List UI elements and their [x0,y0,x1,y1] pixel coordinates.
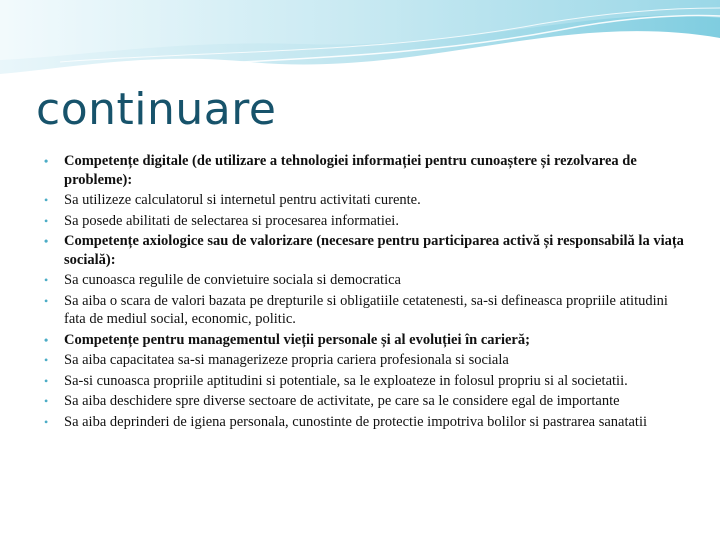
list-item [44,232,684,269]
bullet-icon: • [44,394,49,408]
list-item [44,152,684,189]
list-item-text: Sa utilizeze calculatorul si internetul pentru activitati curente. [64,192,421,208]
list-item-text: Sa cunoasca regulile de convietuire sociala si democratica [64,272,401,288]
decorative-wave-banner [0,0,720,80]
bullet-icon: • [44,414,49,429]
list-item [44,331,684,350]
list-item-text: Sa aiba capacitatea sa-si managerizeze propria cariera profesionala si sociala [64,352,509,368]
list-item [44,191,684,210]
list-item-text: Sa aiba deschidere spre diverse sectoare de activitate, pe care sa le considere egal de importante [64,393,620,409]
list-item-text: Competențe axiologice sau de valorizare (necesare pentru participarea activă și responsabilă la viața socială): [64,233,684,268]
list-item-text: Sa-si cunoasca propriile aptitudini si potentiale, sa le exploateze in folosul propriu si al societatii. [64,372,628,389]
list-item [44,271,684,290]
bullet-icon: • [44,193,49,207]
bullet-icon: • [44,154,49,168]
list-item-text: Competențe digitale (de utilizare a tehnologiei informației pentru cunoaștere și rezolvarea de probleme): [64,153,637,188]
list-item-text: Sa aiba o scara de valori bazata pe drepturile si obligatiile cetatenesti, sa-si defineasca propriile atitudini fata de mediul social, economic, politic. [64,292,668,327]
bullet-icon: • [44,293,49,308]
list-item [44,372,684,391]
list-item [44,351,684,370]
bullet-icon: • [44,234,49,248]
bullet-icon: • [44,353,49,367]
list-item [44,292,684,329]
list-item-text: Competențe pentru managementul vieții personale și al evoluției în carieră; [64,331,530,348]
bullet-icon: • [44,273,49,287]
list-item [44,212,684,231]
list-item-text: Sa posede abilitati de selectarea si procesarea informatiei. [64,212,399,229]
list-item [44,392,684,411]
slide-title: continuare [36,84,277,135]
bullet-icon: • [44,213,49,228]
list-item [44,413,684,432]
bullet-icon: • [44,332,49,347]
bullet-icon: • [44,373,49,388]
bullet-list [44,152,684,433]
list-item-text: Sa aiba deprinderi de igiena personala, cunostinte de protectie impotriva bolilor si pastrarea sanatatii [64,413,648,430]
